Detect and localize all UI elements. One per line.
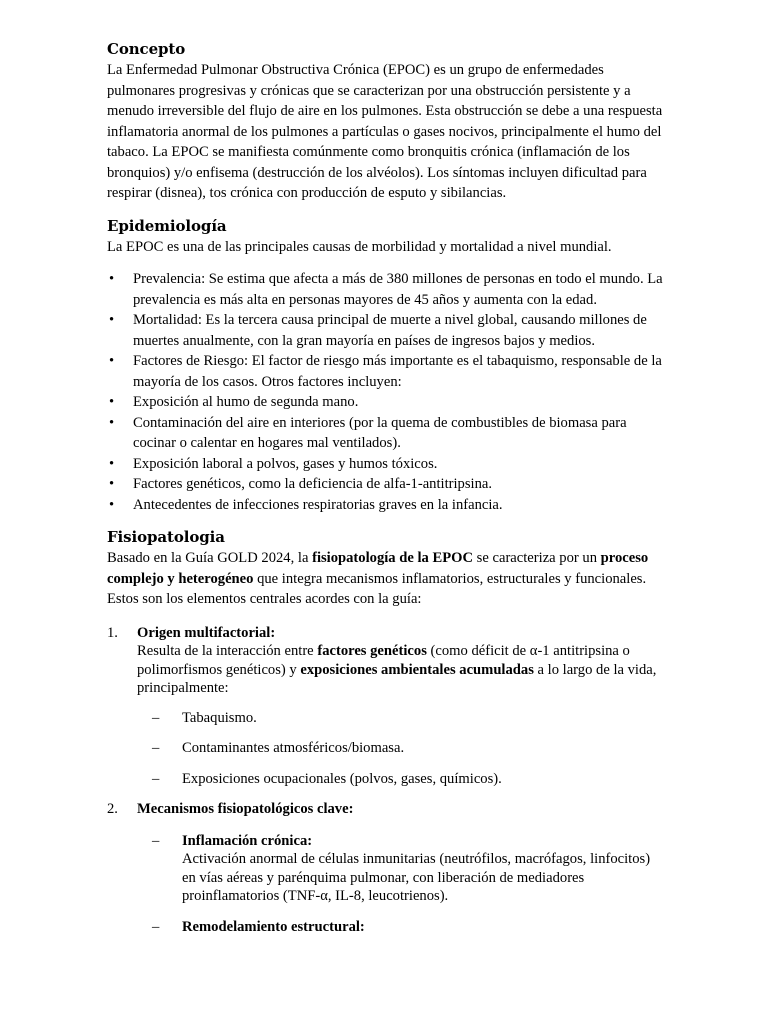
item-body: Resulta de la interacción entre factores genéticos (como déficit de α-1 antitripsina o polimorfismos genéticos) y exposiciones ambientales acumuladas a lo largo de la vida, principalmente: [137, 643, 657, 696]
sub-item-body: Activación anormal de células inmunitarias (neutrófilos, macrófagos, linfocitos) en vías aéreas y parénquima pulmonar, con liberación de mediadores proinflamatorios (TNF-α, IL-8, leucotrienos). [182, 851, 651, 904]
sub-item-remodelamiento [107, 918, 667, 937]
concepto-paragraph: La Enfermedad Pulmonar Obstructiva Crónica (EPOC) es un grupo de enfermedades pulmonares progresivas y crónicas que se caracterizan por una obstrucción persistente y a menudo irreversible del flujo de aire en los pulmones. Esta obstrucción se debe a una respuesta inflamatoria anormal de los pulmones a partículas o gases nocivos, principalmente el humo del tabaco. La EPOC se manifiesta comúnmente como bronquitis crónica (inflamación de los bronquios) y/o enfisema (destrucción de los alvéolos). Los síntomas incluyen dificultad para respirar (disnea), tos crónica con producción de esputo y sibilancias. [107, 62, 663, 201]
epidemiologia-intro: La EPOC es una de las principales causas de morbilidad y mortalidad a nivel mundial. [107, 238, 612, 255]
sub-item-inflamacion [107, 832, 667, 906]
dash-icon: – [152, 918, 160, 935]
dash-icon: – [152, 709, 160, 726]
bullet-item: • Mortalidad: Es la tercera causa principal de muerte a nivel global, causando millones de muertes anualmente, con la gran mayoría en países de ingresos bajos y medios. [109, 312, 647, 349]
bullet-item: • Prevalencia: Se estima que afecta a más de 380 millones de personas en todo el mundo. La prevalencia es más alta en personas mayores de 45 años y aumenta con la edad. [109, 271, 663, 308]
sub-item-title: Inflamación crónica: [182, 832, 313, 849]
item-title: Origen multifactorial: [137, 624, 276, 641]
item-number: 2. [107, 801, 118, 817]
numbered-item-mecanismos [107, 800, 667, 819]
dash-icon: – [152, 740, 160, 756]
section-title-concepto: Concepto [107, 40, 186, 58]
bullet-icon: • [109, 353, 115, 369]
sub-item: – Exposiciones ocupacionales (polvos, gases, químicos). [152, 770, 502, 787]
item-title: Mecanismos fisiopatológicos clave: [137, 801, 354, 817]
bullet-item: • Factores genéticos, como la deficiencia de alfa-1-antitripsina. [107, 474, 667, 495]
bullet-item: • Exposición al humo de segunda mano. [107, 392, 667, 413]
dash-icon: – [152, 770, 160, 787]
bullet-icon: • [109, 476, 115, 492]
dash-icon: – [152, 832, 160, 849]
epidemiologia-bullet-list [107, 269, 667, 515]
sub-item-title: Remodelamiento estructural: [182, 918, 365, 935]
bullet-icon: • [109, 414, 115, 431]
item-number: 1. [107, 624, 118, 641]
sub-item: – Tabaquismo. [152, 709, 257, 726]
document-page [107, 38, 667, 936]
sub-item: – Contaminantes atmosféricos/biomasa. [152, 740, 405, 756]
bullet-icon: • [109, 455, 115, 472]
bullet-icon: • [109, 394, 115, 410]
bullet-item: • Exposición laboral a polvos, gases y humos tóxicos. [107, 454, 667, 475]
bullet-item: • Factores de Riesgo: El factor de riesgo más importante es el tabaquismo, responsable de la mayoría de los casos. Otros factores incluyen: [109, 353, 662, 390]
section-title-epidemiologia: Epidemiología [107, 216, 227, 235]
fisiopatologia-intro: Basado en la Guía GOLD 2024, la fisiopatología de la EPOC se caracteriza por un proceso complejo y heterogéneo que integra mecanismos inflamatorios, estructurales y funcionales. Estos son los elementos centrales acordes con la guía: [107, 550, 649, 607]
section-title-fisiopatologia: Fisiopatologia [107, 528, 225, 546]
bullet-item: • Antecedentes de infecciones respiratorias graves en la infancia. [107, 495, 667, 516]
bullet-item: • Contaminación del aire en interiores (por la quema de combustibles de biomasa para cocinar o calentar en hogares mal ventilados). [109, 414, 627, 451]
bullet-icon: • [109, 496, 115, 513]
numbered-item-origen [107, 624, 667, 698]
bullet-icon: • [109, 312, 115, 328]
bullet-icon: • [109, 271, 115, 287]
